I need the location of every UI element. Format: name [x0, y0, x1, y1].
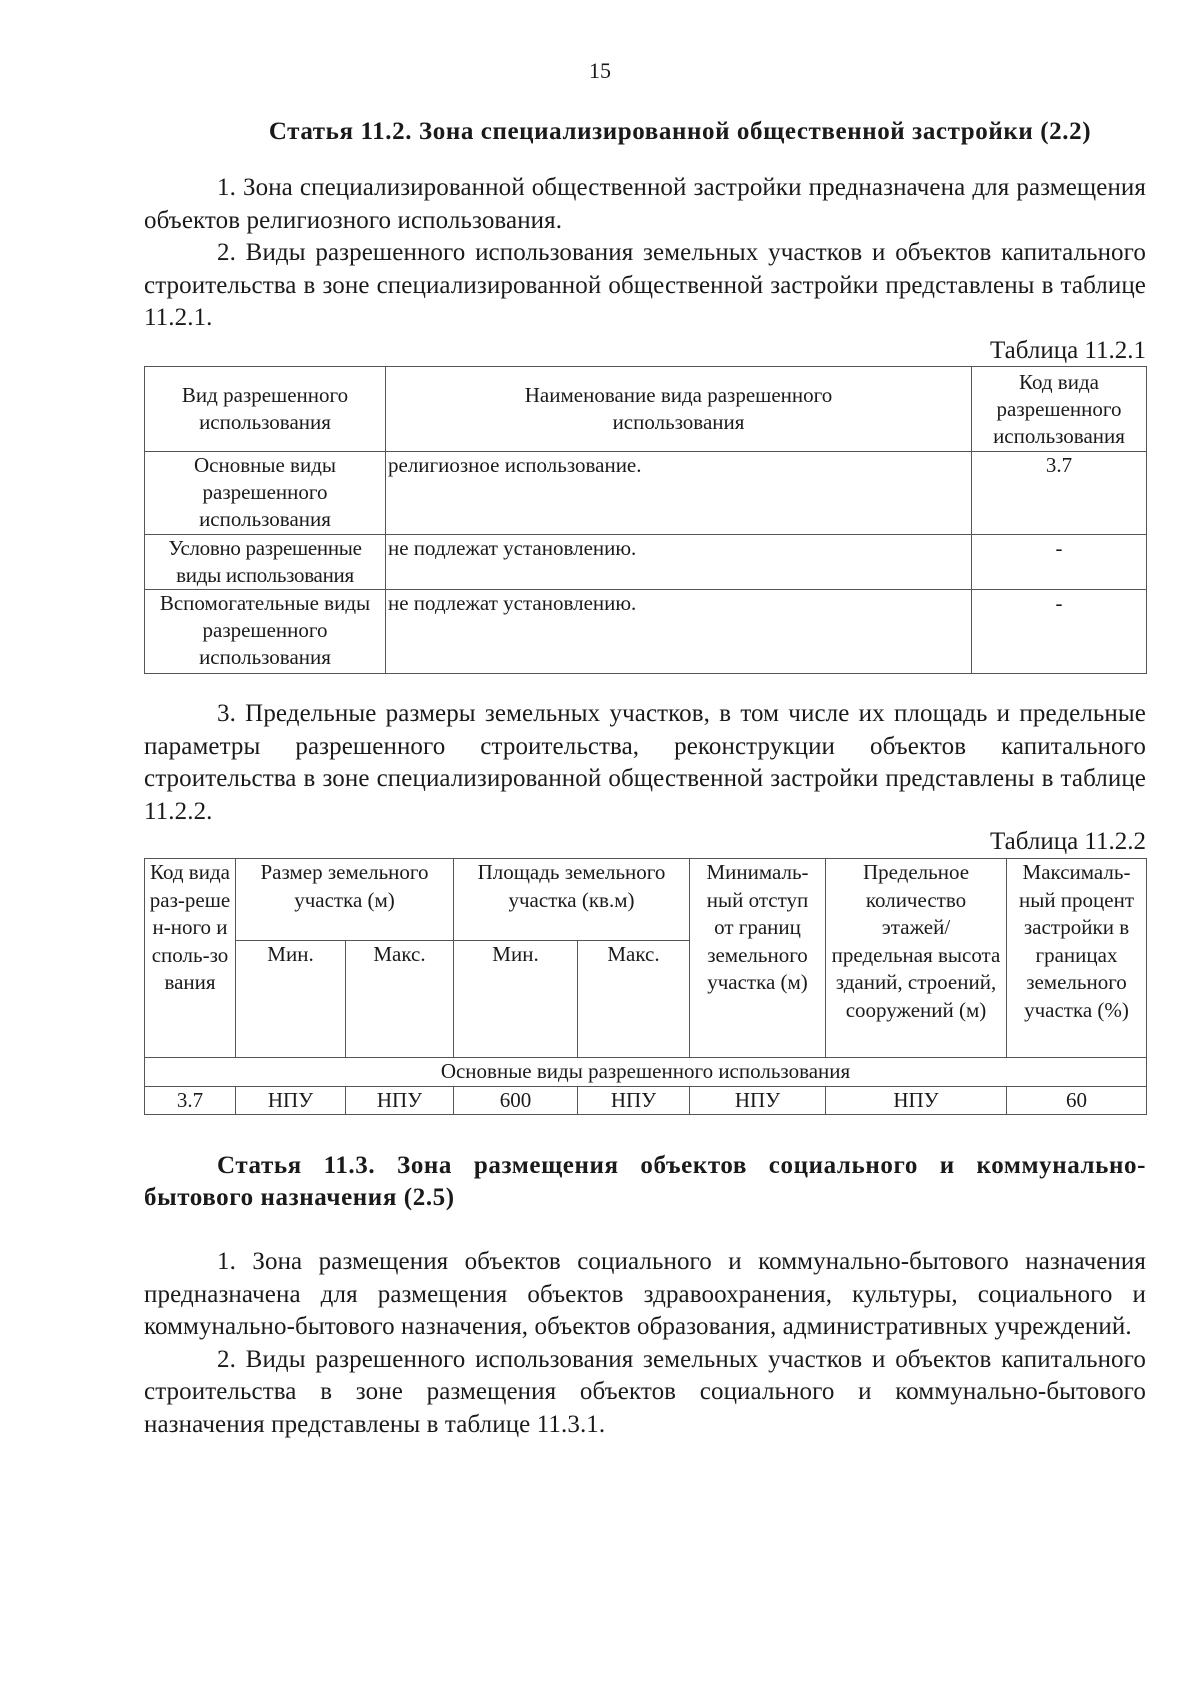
header-cell: Вид разрешенного использования [145, 367, 386, 452]
article-11-2-para-3: 3. Предельные размеры земельных участков, в том числе их площадь и предельные параметры разрешенного строительства, реконструкции объектов капитального строительства в зоне специализированной общественной застройки представлены в таблице 11.2.2. [144, 700, 1146, 825]
article-11-3-body [144, 1246, 1146, 1441]
article-11-3-para-2: 2. Виды разрешенного использования земельных участков и объектов капитального строительства в зоне размещения объектов социального и коммунально-бытового назначения представлены в таблице 11.3.1. [144, 1345, 1146, 1438]
table-cell: НПУ [690, 1086, 826, 1115]
header-cell: Наименование вида разрешенного использования [386, 367, 972, 452]
article-11-3 [144, 1150, 1146, 1214]
header-cell: Код вида разрешенного использования [972, 367, 1147, 452]
table-cell: НПУ [826, 1086, 1007, 1115]
header-cell: Мин. [236, 941, 346, 1058]
table-cell: НПУ [578, 1086, 690, 1115]
header-cell: Максималь-ный процент застройки в границах земельного участка (%) [1007, 859, 1147, 1058]
header-cell: Мин. [454, 941, 578, 1058]
table-row [145, 452, 1147, 535]
article-11-2-heading: Статья 11.2. Зона специализированной общественной застройки (2.2) [268, 118, 1092, 145]
article-11-3-heading: Статья 11.3. Зона размещения объектов социального и коммунально-бытового назначения (2.5) [144, 1152, 1146, 1211]
table-11-2-1 [144, 366, 1147, 674]
header-cell: Предельное количество этажей/ предельная высота зданий, строений, сооружений (м) [826, 859, 1007, 1058]
table-cell: Основные виды разрешенного использования [145, 452, 386, 535]
table-row [145, 535, 1147, 590]
table-cell: 3.7 [145, 1086, 236, 1115]
table-11-2-2 [144, 858, 1147, 1115]
article-11-2-para-1: 1. Зона специализированной общественной застройки предназначена для размещения объектов религиозного использования. [144, 174, 1146, 234]
table-cell: Вспомогательные виды разрешенного использования [145, 590, 386, 674]
article-11-2-body-2 [144, 698, 1146, 828]
table-header-row [145, 367, 1147, 452]
table-11-2-1-caption: Таблица 11.2.1 [990, 337, 1146, 364]
header-cell: Макс. [578, 941, 690, 1058]
article-11-2-para-2: 2. Виды разрешенного использования земельных участков и объектов капитального строительства в зоне специализированной общественной застройки представлены в таблице 11.2.1. [144, 239, 1146, 331]
article-11-2 [144, 116, 1146, 148]
header-cell: Макс. [346, 941, 454, 1058]
table-cell: 60 [1007, 1086, 1147, 1115]
table-cell: Условно разрешенные виды использования [145, 535, 386, 590]
section-cell: Основные виды разрешенного использования [145, 1058, 1147, 1087]
table-row [145, 590, 1147, 674]
table-cell: не подлежат установлению. [386, 535, 972, 590]
table-cell: НПУ [346, 1086, 454, 1115]
header-cell: Размер земельного участка (м) [236, 859, 454, 941]
table-header-row [145, 859, 1147, 941]
article-11-3-para-1: 1. Зона размещения объектов социального и коммунально-бытового назначения предназначена для размещения объектов здравоохранения, культуры, социального и коммунально-бытового назначения, объектов образования, административных учреждений. [144, 1248, 1146, 1340]
table-section-row [145, 1058, 1147, 1087]
table-11-2-2-caption: Таблица 11.2.2 [990, 828, 1146, 855]
page-number: 15 [589, 58, 611, 83]
table-cell: 600 [454, 1086, 578, 1115]
table-cell: не подлежат установлению. [386, 590, 972, 674]
header-cell: Код вида раз-решен-ного исполь-зования [145, 859, 236, 1058]
header-cell: Площадь земельного участка (кв.м) [454, 859, 690, 941]
header-cell: Минималь-ный отступ от границ земельного участка (м) [690, 859, 826, 1058]
table-cell: религиозное использование. [386, 452, 972, 535]
table-row [145, 1086, 1147, 1115]
table-cell: 3.7 [972, 452, 1147, 535]
table-cell: НПУ [236, 1086, 346, 1115]
article-11-2-body [144, 172, 1146, 335]
table-cell: - [972, 535, 1147, 590]
table-cell: - [972, 590, 1147, 674]
